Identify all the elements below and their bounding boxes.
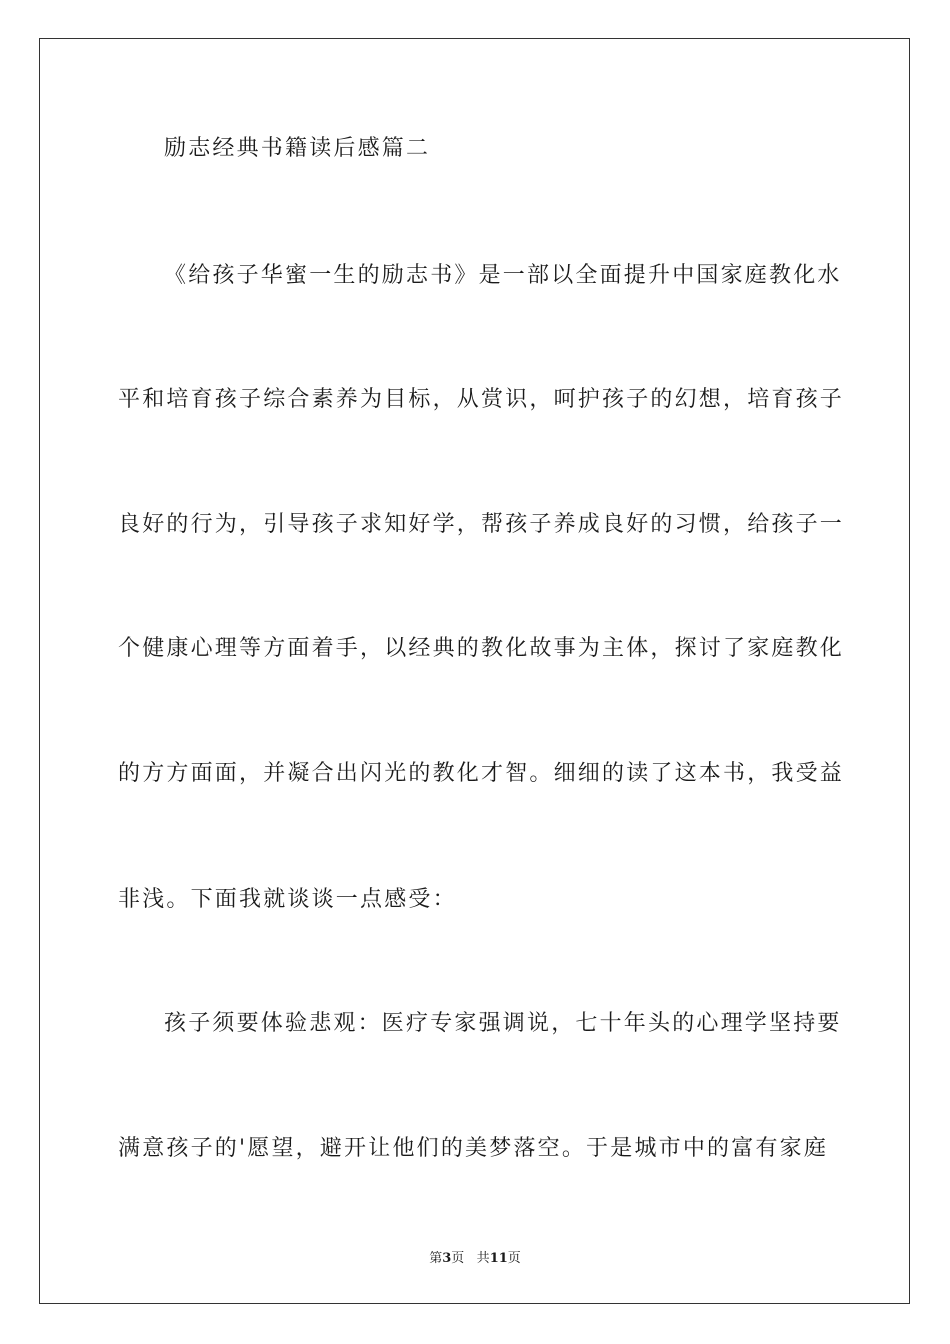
total-suffix: 页 xyxy=(507,1251,521,1266)
page-suffix: 页 xyxy=(451,1251,465,1266)
paragraph-line: 平和培育孩子综合素养为目标，从赏识，呵护孩子的幻想，培育孩子 xyxy=(118,387,845,412)
paragraph-line: 满意孩子的'愿望，避开让他们的美梦落空。于是城市中的富有家庭 xyxy=(118,1136,829,1161)
page-prefix: 第 xyxy=(429,1251,443,1266)
paragraph-line: 孩子须要体验悲观：医疗专家强调说，七十年头的心理学坚持要 xyxy=(164,1011,842,1036)
total-prefix: 共 xyxy=(476,1251,490,1266)
total-pages: 11 xyxy=(489,1251,508,1266)
paragraph-line: 良好的行为，引导孩子求知好学，帮孩子养成良好的习惯，给孩子一 xyxy=(118,512,845,537)
section-heading: 励志经典书籍读后感篇二 xyxy=(164,136,431,161)
paragraph-line: 《给孩子华蜜一生的励志书》是一部以全面提升中国家庭教化水 xyxy=(164,263,842,288)
page-number: 3 xyxy=(442,1251,452,1266)
page-footer xyxy=(0,1247,950,1266)
paragraph-line: 个健康心理等方面着手，以经典的教化故事为主体，探讨了家庭教化 xyxy=(118,636,845,661)
paragraph-line: 非浅。下面我就谈谈一点感受： xyxy=(118,887,457,912)
page-border xyxy=(39,38,910,1304)
paragraph-line: 的方方面面，并凝合出闪光的教化才智。细细的读了这本书，我受益 xyxy=(118,761,845,786)
